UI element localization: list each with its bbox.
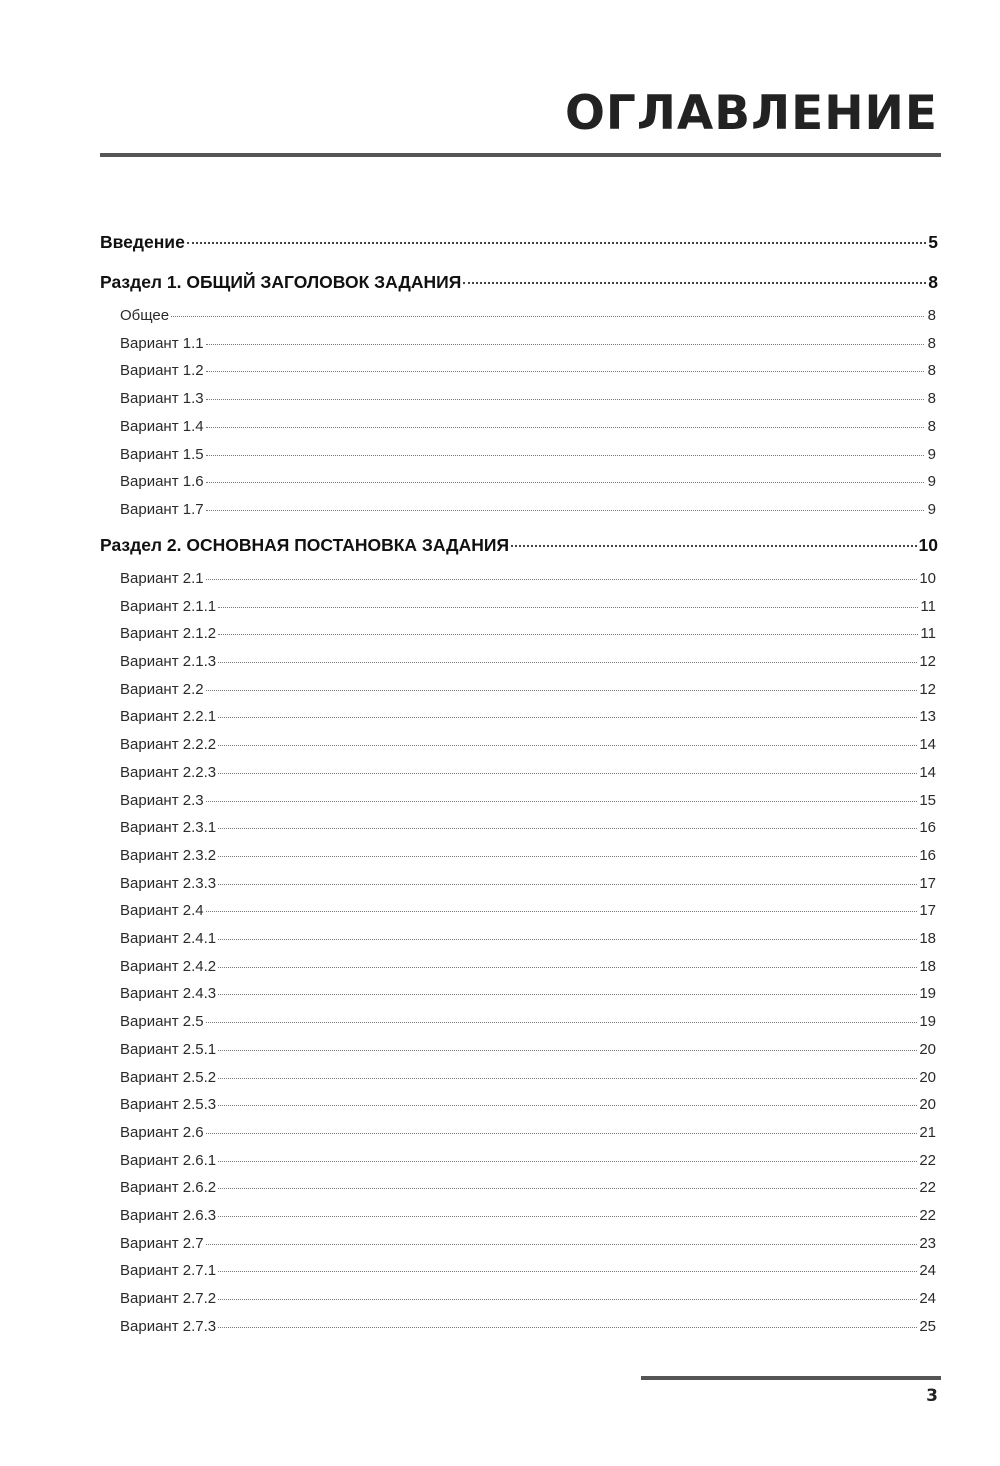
toc-entry-label: Введение <box>100 232 185 252</box>
toc-entry-page: 10 <box>919 569 936 587</box>
toc-entry <box>120 736 936 753</box>
toc-entry-label: Вариант 2.5.1 <box>120 1040 217 1058</box>
dot-leader <box>218 773 917 774</box>
toc-entry-label: Вариант 2.3 <box>120 791 204 809</box>
toc-entry-label: Вариант 2.7.1 <box>120 1262 217 1280</box>
dot-leader <box>218 634 918 635</box>
dot-leader <box>218 856 917 857</box>
toc-entry-label: Вариант 2.6.1 <box>120 1151 217 1169</box>
toc-entry-label: Вариант 1.1 <box>120 334 204 352</box>
toc-entry <box>120 819 936 836</box>
dot-leader <box>206 1244 918 1245</box>
toc-entry <box>120 1124 936 1141</box>
page-title: ОГЛАВЛЕНИЕ <box>564 86 938 141</box>
toc-entry-label: Вариант 2.4.3 <box>120 985 217 1003</box>
toc-section-entry <box>100 535 938 556</box>
toc-entry <box>120 1096 936 1113</box>
dot-leader <box>218 1161 917 1162</box>
toc-entry-label: Вариант 2.1.2 <box>120 625 217 643</box>
toc-entry <box>120 307 936 324</box>
toc-entry-label: Вариант 1.7 <box>120 500 204 518</box>
dot-leader <box>206 371 924 372</box>
toc-entry-label: Вариант 2.4.1 <box>120 930 217 947</box>
toc-entry-label: Вариант 2.5 <box>120 1013 204 1031</box>
toc-entry-label: Вариант 1.2 <box>120 362 204 380</box>
toc-entry-label: Общее <box>120 307 170 324</box>
toc-entry-page: 13 <box>919 708 936 726</box>
toc-entry <box>120 501 936 518</box>
toc-section-entry <box>100 272 938 293</box>
toc-entry <box>120 473 936 490</box>
toc-entry-label: Вариант 2.3.2 <box>120 846 217 864</box>
toc-entry-label: Раздел 1. ОБЩИЙ ЗАГОЛОВОК ЗАДАНИЯ <box>100 272 462 292</box>
title-rule <box>100 153 941 157</box>
toc-entry-label: Вариант 2.4.2 <box>120 957 217 975</box>
dot-leader <box>206 427 924 428</box>
toc-entry-label: Вариант 2.2 <box>120 680 204 698</box>
toc-entry-page: 20 <box>919 1068 936 1086</box>
toc-entry-label: Вариант 2.7.2 <box>120 1290 217 1308</box>
toc-entry <box>120 792 936 809</box>
toc-entry-label: Вариант 1.3 <box>120 390 204 408</box>
toc-entry <box>120 985 936 1002</box>
dot-leader <box>206 911 918 912</box>
toc-entry-label: Вариант 2.7.3 <box>120 1317 217 1335</box>
toc-entry <box>120 625 936 642</box>
dot-leader <box>206 399 924 400</box>
dot-leader <box>218 1188 917 1189</box>
toc-entry-page: 22 <box>919 1179 936 1197</box>
toc-entry <box>120 446 936 463</box>
dot-leader <box>187 242 926 244</box>
toc-entry-page: 22 <box>919 1151 936 1169</box>
dot-leader <box>218 1105 917 1106</box>
toc-entry <box>120 1152 936 1169</box>
dot-leader <box>218 967 917 968</box>
toc-entry-label: Вариант 2.1 <box>120 569 204 587</box>
toc-entry-page: 11 <box>920 597 936 615</box>
toc-entry <box>120 1013 936 1030</box>
toc-entry <box>120 1235 936 1252</box>
toc-entry-label: Вариант 2.7 <box>120 1234 204 1252</box>
toc-entry-page: 25 <box>919 1317 936 1335</box>
toc-entry-page: 16 <box>919 846 936 864</box>
toc-entry <box>120 902 936 919</box>
toc-entry-page: 8 <box>927 307 936 324</box>
toc-entry-label: Вариант 1.6 <box>120 473 204 491</box>
toc-entry <box>120 1041 936 1058</box>
toc-entry <box>120 598 936 615</box>
toc-entry-page: 14 <box>919 763 936 781</box>
dot-leader <box>218 1216 917 1217</box>
dot-leader <box>206 1022 918 1023</box>
dot-leader <box>206 482 924 483</box>
toc-entry <box>120 1207 936 1224</box>
dot-leader <box>218 884 917 885</box>
toc-entry-label: Вариант 2.6 <box>120 1123 204 1141</box>
toc-entry <box>120 653 936 670</box>
toc-entry <box>120 708 936 725</box>
toc-entry-page: 18 <box>919 957 936 975</box>
toc-entry-page: 19 <box>919 1013 936 1031</box>
toc-entry <box>120 1069 936 1086</box>
toc-entry-page: 9 <box>927 445 936 463</box>
toc-entry-page: 12 <box>919 653 936 670</box>
dot-leader <box>206 690 918 691</box>
toc-entry-page: 8 <box>927 362 936 380</box>
toc-entry-page: 5 <box>928 232 938 252</box>
toc-entry-page: 18 <box>919 930 936 947</box>
toc-entry <box>120 418 936 435</box>
toc-entry-label: Вариант 2.4 <box>120 902 204 920</box>
toc-entry-page: 8 <box>928 272 938 292</box>
toc-entry-page: 17 <box>919 874 936 892</box>
toc-entry-page: 10 <box>918 534 938 555</box>
toc-entry-page: 21 <box>919 1123 936 1141</box>
toc-entry <box>120 958 936 975</box>
dot-leader <box>218 662 917 663</box>
toc-entry-page: 23 <box>919 1234 936 1252</box>
toc-entry-label: Вариант 2.5.3 <box>120 1096 217 1114</box>
dot-leader <box>206 510 924 511</box>
toc-entry-label: Вариант 2.2.3 <box>120 763 217 781</box>
toc-entry-label: Вариант 2.3.1 <box>120 819 217 837</box>
toc-entry-page: 16 <box>919 819 936 837</box>
toc-entry-label: Вариант 2.3.3 <box>120 874 217 892</box>
toc-entry <box>120 390 936 407</box>
dot-leader <box>463 282 926 284</box>
footer-rule <box>641 1376 941 1380</box>
toc-entry-page: 24 <box>919 1262 936 1280</box>
page-number: 3 <box>926 1386 938 1406</box>
toc-entry-page: 8 <box>927 417 936 435</box>
toc-entry <box>120 681 936 698</box>
toc-entry-label: Вариант 2.5.2 <box>120 1068 217 1086</box>
toc-entry-page: 11 <box>920 625 936 643</box>
dot-leader <box>171 316 924 317</box>
toc-entry-label: Вариант 1.4 <box>120 417 204 435</box>
dot-leader <box>218 717 917 718</box>
toc-entry-label: Вариант 2.6.2 <box>120 1179 217 1197</box>
toc-entry-page: 14 <box>919 736 936 754</box>
toc-entry-label: Вариант 2.6.3 <box>120 1207 217 1224</box>
dot-leader <box>218 1271 917 1272</box>
toc-entry <box>120 335 936 352</box>
toc-entry <box>120 764 936 781</box>
dot-leader <box>206 344 924 345</box>
dot-leader <box>218 607 918 608</box>
toc-entry-page: 17 <box>919 902 936 920</box>
toc-entry-page: 22 <box>919 1207 936 1224</box>
dot-leader <box>206 455 924 456</box>
toc-entry <box>120 570 936 587</box>
toc-entry-page: 20 <box>919 1040 936 1058</box>
toc-entry-page: 12 <box>919 680 936 698</box>
toc-entry-page: 15 <box>919 791 936 809</box>
dot-leader <box>218 1078 917 1079</box>
dot-leader <box>218 1299 917 1300</box>
toc-entry-page: 9 <box>927 500 936 518</box>
dot-leader <box>218 939 917 940</box>
toc-entry-label: Вариант 2.2.1 <box>120 708 217 726</box>
toc-entry <box>120 1290 936 1307</box>
toc-section-entry <box>100 232 938 253</box>
toc-entry-label: Вариант 2.1.3 <box>120 653 217 670</box>
toc-entry-page: 8 <box>927 334 936 352</box>
toc-entry <box>120 875 936 892</box>
toc-entry <box>120 362 936 379</box>
toc-entry-label: Вариант 2.1.1 <box>120 597 217 615</box>
dot-leader <box>218 745 917 746</box>
dot-leader <box>218 1327 917 1328</box>
toc-entry-label: Вариант 1.5 <box>120 445 204 463</box>
dot-leader <box>218 828 917 829</box>
dot-leader <box>218 1050 917 1051</box>
toc-entry-label: Раздел 2. ОСНОВНАЯ ПОСТАНОВКА ЗАДАНИЯ <box>100 534 510 555</box>
toc-entry <box>120 930 936 947</box>
toc-entry <box>120 1262 936 1279</box>
dot-leader <box>218 994 917 995</box>
toc-entry <box>120 1179 936 1196</box>
toc-entry-page: 24 <box>919 1290 936 1308</box>
toc-entry-page: 20 <box>919 1096 936 1114</box>
toc-entry-page: 8 <box>927 390 936 408</box>
toc-entry-label: Вариант 2.2.2 <box>120 736 217 754</box>
toc-entry-page: 19 <box>919 985 936 1003</box>
dot-leader <box>511 545 916 547</box>
toc-entry <box>120 1318 936 1335</box>
toc-entry <box>120 847 936 864</box>
dot-leader <box>206 1133 918 1134</box>
dot-leader <box>206 579 918 580</box>
toc-entry-page: 9 <box>927 473 936 491</box>
dot-leader <box>206 801 918 802</box>
